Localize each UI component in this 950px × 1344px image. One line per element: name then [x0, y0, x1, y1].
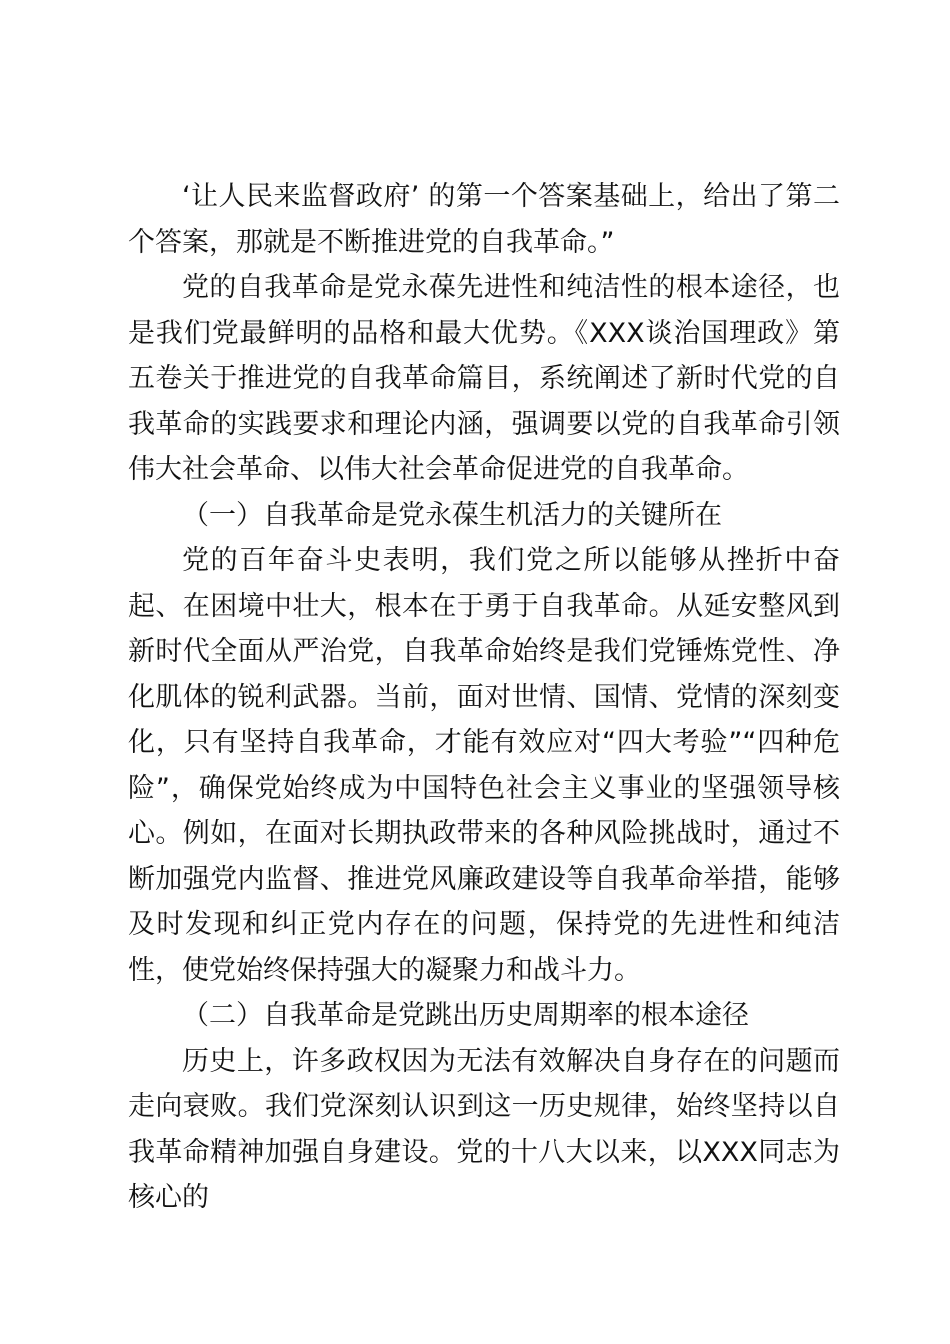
section-heading-1: （一）自我革命是党永葆生机活力的关键所在 — [182, 499, 722, 531]
paragraph-intro: 党的自我革命是党永葆先进性和纯洁性的根本途径，也是我们党最鲜明的品格和最大优势。《XXX谈治国理政》第五卷关于推进党的自我革命篇目，系统阐述了新时代党的自我革命的实践要求和理论内涵，强调要以党的自我革命引领伟大社会革命、以伟大社会革命促进党的自我革命。 — [128, 272, 840, 485]
document-body — [128, 174, 840, 1221]
section-heading-2: （二）自我革命是党跳出历史周期率的根本途径 — [182, 1000, 749, 1031]
paragraph-section-1: 党的百年奋斗史表明，我们党之所以能够从挫折中奋起、在困境中壮大，根本在于勇于自我革命。从延安整风到新时代全面从严治党，自我革命始终是我们党锤炼党性、净化肌体的锐利武器。当前，面对世情、国情、党情的深刻变化，只有坚持自我革命，才能有效应对“四大考验”“四种危险”，确保党始终成为中国特色社会主义事业的坚强领导核心。例如，在面对长期执政带来的各种风险挑战时，通过不断加强党内监督、推进党风廉政建设等自我革命举措，能够及时发现和纠正党内存在的问题，保持党的先进性和纯洁性，使党始终保持强大的凝聚力和战斗力。 — [128, 545, 840, 986]
paragraph-continuation: ‘让人民来监督政府’ 的第一个答案基础上，给出了第二个答案，那就是不断推进党的自我革命。” — [128, 181, 840, 258]
paragraph-section-2: 历史上，许多政权因为无法有效解决自身存在的问题而走向衰败。我们党深刻认识到这一历史规律，始终坚持以自我革命精神加强自身建设。党的十八大以来，以XXX同志为核心的 — [128, 1045, 840, 1213]
